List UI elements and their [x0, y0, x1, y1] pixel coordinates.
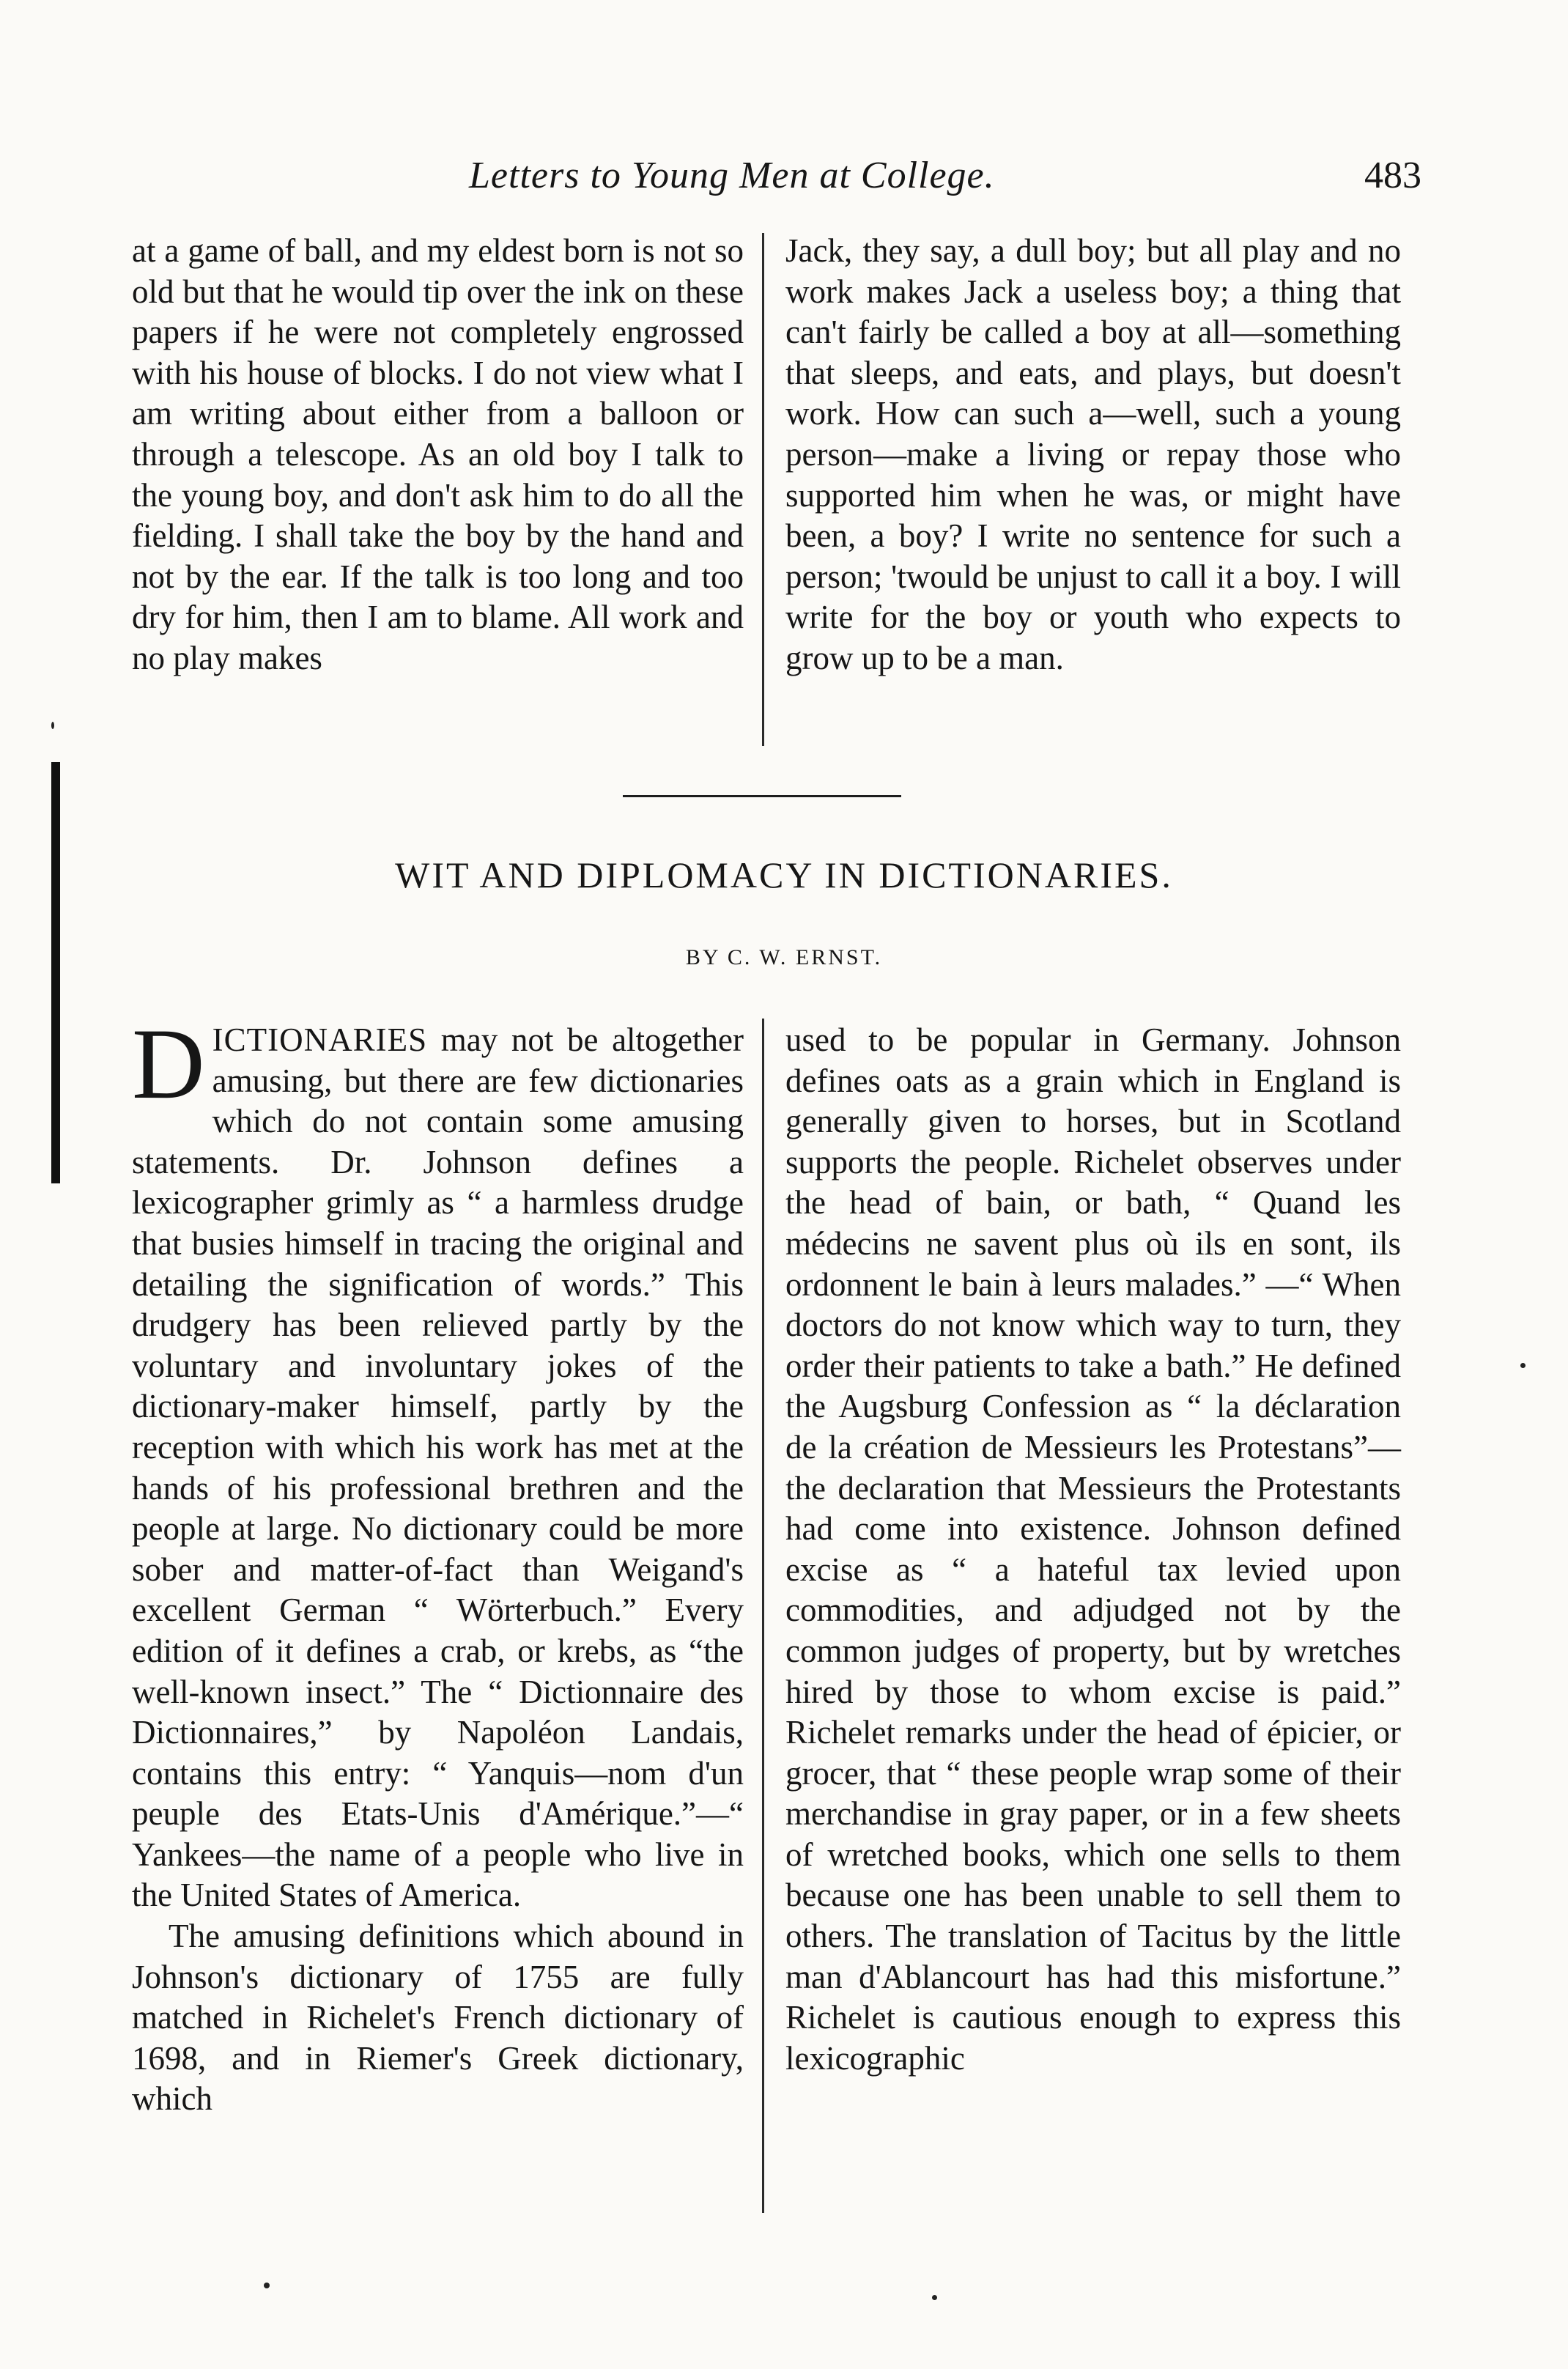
- page-number: 483: [1364, 155, 1421, 196]
- running-title: Letters to Young Men at College.: [469, 155, 995, 196]
- article-right-column: [785, 1020, 1401, 2079]
- running-head: [132, 154, 1421, 205]
- article-paragraph-2: The amusing definitions which abound in Johnson's dictionary of 1755 are fully matched in Richelet's French dictionary of 1698, and in Riemer's Greek dictionary, which: [132, 1918, 744, 2118]
- scan-speck: [264, 2283, 270, 2288]
- article-byline: BY C. W. ERNST.: [685, 945, 883, 969]
- scan-speck: [932, 2295, 937, 2300]
- article-right-text: used to be popular in Germany. Johnson defines oats as a grain which in England is generally given to horses, but in Scotland supports the people. Richelet observes under the head of bain, or bath, “ Quand les médecins ne savent plus où ils en sont, ils ordonnent le bain à leurs malades.” —“ When doctors do not know which way to turn, they order their patients to take a bath.” He defined the Augsburg Confession as “ la déclaration de la création de Messieurs les Protestans”—the declaration that Messieurs the Protestants had come into existence. Johnson defined excise as “ a hateful tax levied upon commodities, and adjudged not by the common judges of property, but by wretches hired by those to whom excise is paid.” Richelet remarks under the head of épicier, or grocer, that “ these people wrap some of their merchandise in gray paper, or in a few sheets of wretched books, which one sells to them because one has been unable to sell them to others. The translation of Tacitus by the little man d'Ablancourt has had this misfortune.” Richelet is cautious enough to express this lexicographic: [785, 1021, 1401, 2077]
- margin-scan-mark: [51, 762, 60, 1183]
- section-separator-rule: [623, 795, 901, 797]
- continuation-left-column: [132, 231, 744, 679]
- column-divider-top: [762, 233, 764, 746]
- scan-speck: [51, 722, 54, 729]
- continuation-right-text: Jack, they say, a dull boy; but all play and no work makes Jack a useless boy; a thing that can't fairly be called a boy at all—something that sleeps, and eats, and plays, but doesn't work. How can such a—well, such a young person—make a living or repay those who supported him when he was, or might have been, a boy? I write no sentence for such a person; 'twould be unjust to call it a boy. I will write for the boy or youth who expects to grow up to be a man.: [785, 232, 1401, 676]
- column-divider-bottom: [762, 1019, 764, 2213]
- continuation-left-text: at a game of ball, and my eldest born is not so old but that he would tip over the ink on these papers if he were not completely engrossed with his house of blocks. I do not view what I am writing about either from a balloon or through a telescope. As an old boy I talk to the young boy, and don't ask him to do all the fielding. I shall take the boy by the hand and not by the ear. If the talk is too long and too dry for him, then I am to blame. All work and no play makes: [132, 232, 744, 676]
- scan-speck: [1520, 1363, 1526, 1368]
- drop-cap: D: [132, 1008, 205, 1120]
- article-paragraph-1-text: may not be altogether amusing, but there are few dictionaries which do not contain some amusing statements. Dr. Johnson defines a lexicographer grimly as “ a harmless drudge that busies himself in tracing the original and detailing the signification of words.” This drudgery has been relieved partly by the voluntary and involuntary jokes of the dictionary-maker himself, partly by the reception with which his work has met at the hands of his professional brethren and the people at large. No dictionary could be more sober and matter-of-fact than Weigand's excellent German “ Wörterbuch.” Every edition of it defines a crab, or krebs, as “the well-known insect.” The “ Dictionnaire des Dictionnaires,” by Napoléon Landais, contains this entry: “ Yanquis—nom d'un peuple des Etats-Unis d'Amérique.”—“ Yankees—the name of a people who live in the United States of America.: [132, 1021, 744, 1914]
- article-left-column: [132, 1008, 744, 2120]
- article-title: WIT AND DIPLOMACY IN DICTIONARIES.: [395, 854, 1173, 895]
- article-paragraph-1: [132, 1008, 744, 1916]
- first-word-rest: ICTIONARIES: [212, 1021, 428, 1058]
- continuation-right-column: [785, 231, 1401, 679]
